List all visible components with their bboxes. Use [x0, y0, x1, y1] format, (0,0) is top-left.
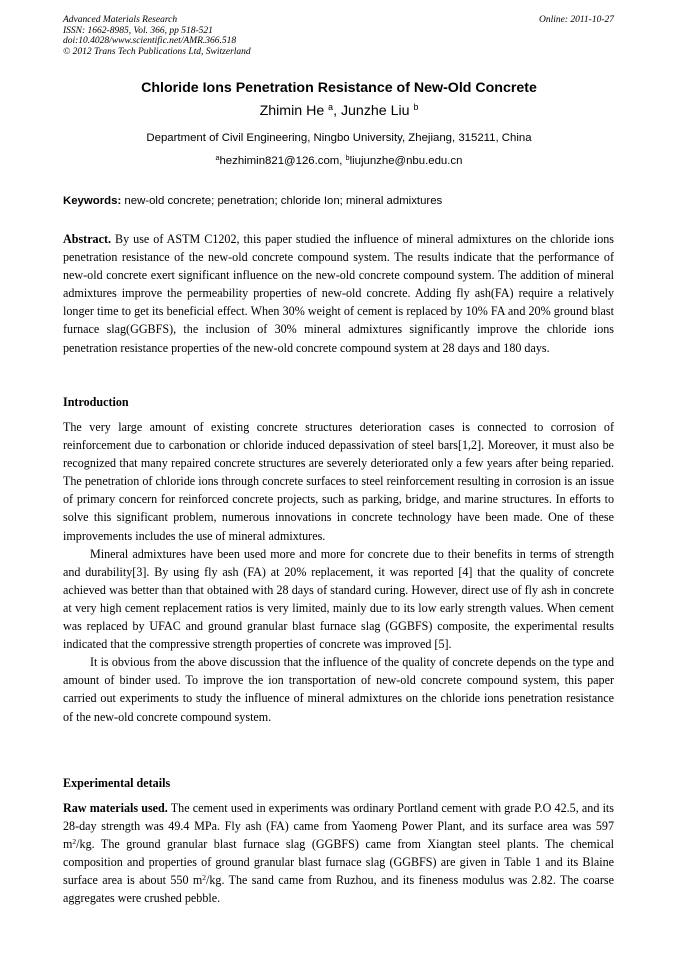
keywords: [63, 195, 623, 207]
author-1: Zhimin He: [259, 103, 329, 119]
email-2-marker: b: [345, 155, 350, 163]
superscript-2b: 2: [202, 873, 206, 883]
introduction-body: [63, 418, 614, 726]
keywords-text: new-old concrete; penetration; chloride Ion; mineral admixtures: [121, 195, 443, 207]
online-date: Online: 2011-10-27: [538, 15, 614, 25]
email-1: hezhimin821@126.com: [219, 155, 340, 167]
superscript-2: 2: [72, 837, 77, 847]
author-2: Junzhe Liu: [340, 103, 414, 119]
section-heading-experimental: Experimental details: [63, 776, 171, 790]
author-2-marker: b: [413, 102, 419, 113]
author-1-marker: a: [328, 102, 334, 113]
journal-header: [63, 15, 251, 57]
journal-name: Advanced Materials Research: [63, 15, 178, 25]
raw-materials-label: Raw materials used.: [63, 801, 168, 815]
affiliation: Department of Civil Engineering, Ningbo University, Zhejiang, 315211, China: [146, 132, 532, 144]
email-separator: ,: [339, 155, 346, 167]
email-line: [0, 155, 678, 167]
journal-doi: doi:10.4028/www.scientific.net/AMR.366.518: [63, 36, 237, 47]
keywords-label: Keywords:: [63, 195, 122, 207]
intro-paragraph-3: It is obvious from the above discussion that the influence of the quality of concrete depends on the type and amount of binder used. To improve the ion transportation of new-old concrete compound system, this paper carried out experiments to study the influence of mineral admixtures on the chloride ions penetration resistance of the new-old concrete compound system.: [63, 655, 614, 724]
email-2: liujunzhe@nbu.edu.cn: [349, 155, 463, 167]
intro-paragraph-1: The very large amount of existing concrete structures deterioration cases is connected to corrosion of reinforcement due to carbonation or chloride induced depassivation of steel bars[1,2]. Moreover, it must also be recognized that many repaired concrete structures are severely deteriorated only a few years after being reparied. The penetration of chloride ions through concrete surfaces to steel reinforcement resulting in corrosion is an issue of primary concern for reinforced concrete projects, such as parking, bridge, and marine structures. In efforts to solve this significant problem, numerous innovations in concrete technology have been made. One of these improvements includes the use of mineral admixtures.: [63, 420, 614, 543]
paper-title: Chloride Ions Penetration Resistance of New-Old Concrete: [141, 80, 537, 96]
author-separator: ,: [333, 103, 341, 119]
raw-materials-text-2: /kg. The ground granular blast furnace slag (GGBFS) came from Xiangtan steel plants. The chemical composition and properties of ground granular blast furnace slag (GGBFS) are given in Table 1 and its Blaine surface area is about 550 m: [63, 837, 614, 888]
raw-materials-text-3: /kg. The sand came from Ruzhou, and its fineness modulus was 2.82. The coarse aggregates were crushed pebble.: [63, 873, 614, 906]
abstract: [63, 230, 614, 357]
raw-materials-paragraph: [63, 799, 614, 908]
email-1-marker: a: [215, 155, 220, 163]
journal-copyright: © 2012 Trans Tech Publications Ltd, Switzerland: [63, 46, 251, 57]
journal-issn: ISSN: 1662-8985, Vol. 366, pp 518-521: [63, 25, 213, 36]
experimental-body: [63, 799, 614, 908]
abstract-text: By use of ASTM C1202, this paper studied the influence of mineral admixtures on the chloride ions penetration resistance of the new-old concrete compound system. The results indicate that the performance of new-old concrete exert significant influence on the new-old concrete compound system. The addition of mineral admixtures improve the permeability properties of new-old concrete. Adding fly ash(FA) require a relatively longer time to get its beneficial effect. When 30% weight of cement is replaced by 10% FA and 20% ground blast furnace slag(GGBFS), the inclusion of 30% mineral admixtures significantly improve the chloride ions penetration resistance properties of the new-old concrete compound system at 28 days and 180 days.: [63, 232, 614, 355]
author-line: [0, 103, 678, 119]
section-heading-introduction: Introduction: [63, 395, 129, 409]
raw-materials-text-1: The cement used in experiments was ordinary Portland cement with grade P.O 42.5, and its 28-day strength was 49.4 MPa. Fly ash (FA) came from Yaomeng Power Plant, and its surface area was 597 m: [63, 801, 614, 852]
intro-paragraph-2: Mineral admixtures have been used more and more for concrete due to their benefits in terms of strength and durability[3]. By using fly ash (FA) at 20% replacement, it was reported [4] that the quality of concrete achieved was better than that obtained with 28 days of standard curing. However, direct use of fly ash in concrete at very high cement replacement ratios is very limited, mainly due to its low early strength values. When cement was replaced by UFAC and ground granular blast furnace slag (GGBFS) composite, the experimental results indicated that the compressive strength properties of concrete was improved [5].: [63, 546, 614, 652]
abstract-label: Abstract.: [63, 232, 112, 246]
